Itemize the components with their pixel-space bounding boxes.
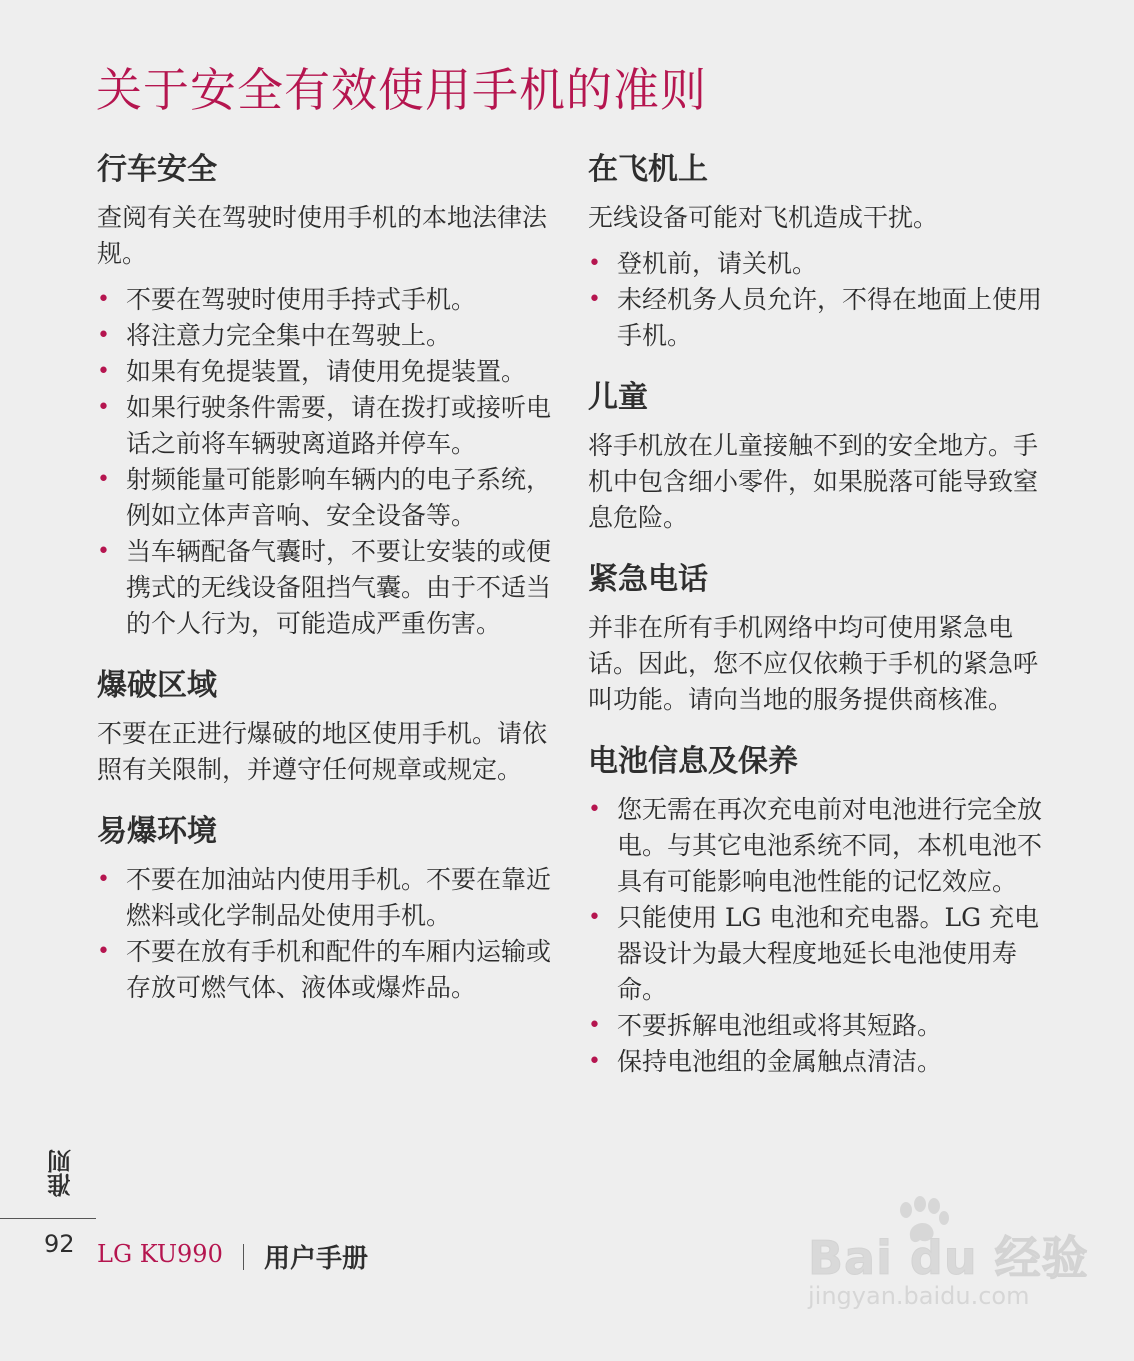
section-aircraft	[588, 148, 1044, 354]
list-item: • 不要在驾驶时使用手持式手机。	[97, 282, 557, 318]
bullet-icon: •	[588, 1049, 601, 1074]
list-item: • 未经机务人员允许，不得在地面上使用手机。	[588, 282, 1044, 354]
section-text: 不要在正进行爆破的地区使用手机。请依照有关限制，并遵守任何规章或规定。	[97, 719, 548, 784]
watermark-brand: Bai du 经验	[808, 1231, 1089, 1285]
section-explosive	[97, 810, 557, 1006]
section-heading: 易爆环境	[97, 814, 217, 849]
baidu-watermark	[808, 1200, 1089, 1320]
section-battery	[588, 740, 1044, 1080]
footer-model-name: LG KU990	[97, 1240, 223, 1268]
chapter-side-tab: 准则	[47, 1149, 76, 1197]
list-item: • 射频能量可能影响车辆内的电子系统，例如立体声音响、安全设备等。	[97, 462, 557, 534]
section-heading: 在飞机上	[588, 152, 708, 187]
page-number: 92	[44, 1230, 75, 1258]
page-title: 关于安全有效使用手机的准则	[96, 63, 707, 117]
list-item: • 当车辆配备气囊时，不要让安装的或便携式的无线设备阻挡气囊。由于不适当的个人行为，可能造成严重伤害。	[97, 534, 557, 642]
bullet-icon: •	[97, 323, 110, 348]
bullet-icon: •	[97, 939, 110, 964]
section-blasting	[97, 664, 557, 788]
bullet-icon: •	[97, 287, 110, 312]
section-intro: 无线设备可能对飞机造成干扰。	[588, 203, 939, 232]
bullet-icon: •	[97, 467, 110, 492]
footer-manual-title: 用户手册	[264, 1244, 369, 1274]
section-children	[588, 376, 1044, 536]
section-text: 并非在所有手机网络中均可使用紧急电话。因此，您不应仅依赖于手机的紧急呼叫功能。请向当地的服务提供商核准。	[588, 613, 1039, 714]
bullet-icon: •	[97, 539, 110, 564]
list-item: • 如果行驶条件需要，请在拨打或接听电话之前将车辆驶离道路并停车。	[97, 390, 557, 462]
bullet-list	[588, 792, 1044, 1080]
bullet-icon: •	[588, 251, 601, 276]
list-item: • 只能使用 LG 电池和充电器。LG 充电器设计为最大程度地延长电池使用寿命。	[588, 900, 1044, 1008]
footer-separator	[243, 1244, 244, 1270]
section-text: 将手机放在儿童接触不到的安全地方。手机中包含细小零件，如果脱落可能导致窒息危险。	[588, 431, 1039, 532]
section-driving	[97, 148, 557, 642]
section-intro: 查阅有关在驾驶时使用手机的本地法律法规。	[97, 203, 548, 268]
bullet-list	[588, 246, 1044, 354]
list-item: • 保持电池组的金属触点清洁。	[588, 1044, 1044, 1080]
bullet-icon: •	[588, 1013, 601, 1038]
section-heading: 儿童	[588, 380, 648, 415]
bullet-icon: •	[97, 867, 110, 892]
list-item: • 将注意力完全集中在驾驶上。	[97, 318, 557, 354]
bullet-icon: •	[97, 359, 110, 384]
footer-divider	[0, 1218, 96, 1219]
section-heading: 紧急电话	[588, 562, 708, 597]
bullet-icon: •	[588, 287, 601, 312]
left-column	[97, 148, 557, 1028]
list-item: • 登机前，请关机。	[588, 246, 1044, 282]
section-heading: 行车安全	[97, 152, 217, 187]
section-heading: 爆破区域	[97, 668, 217, 703]
bullet-icon: •	[588, 797, 601, 822]
list-item: • 不要在放有手机和配件的车厢内运输或存放可燃气体、液体或爆炸品。	[97, 934, 557, 1006]
list-item: • 不要拆解电池组或将其短路。	[588, 1008, 1044, 1044]
list-item: • 不要在加油站内使用手机。不要在靠近燃料或化学制品处使用手机。	[97, 862, 557, 934]
bullet-list	[97, 282, 557, 642]
watermark-url: jingyan.baidu.com	[808, 1282, 1030, 1310]
section-heading: 电池信息及保养	[588, 744, 798, 779]
list-item: • 如果有免提装置，请使用免提装置。	[97, 354, 557, 390]
list-item: • 您无需在再次充电前对电池进行完全放电。与其它电池系统不同，本机电池不具有可能影响电池性能的记忆效应。	[588, 792, 1044, 900]
bullet-list	[97, 862, 557, 1006]
right-column	[588, 148, 1044, 1102]
section-emergency	[588, 558, 1044, 718]
bullet-icon: •	[97, 395, 110, 420]
bullet-icon: •	[588, 905, 601, 930]
